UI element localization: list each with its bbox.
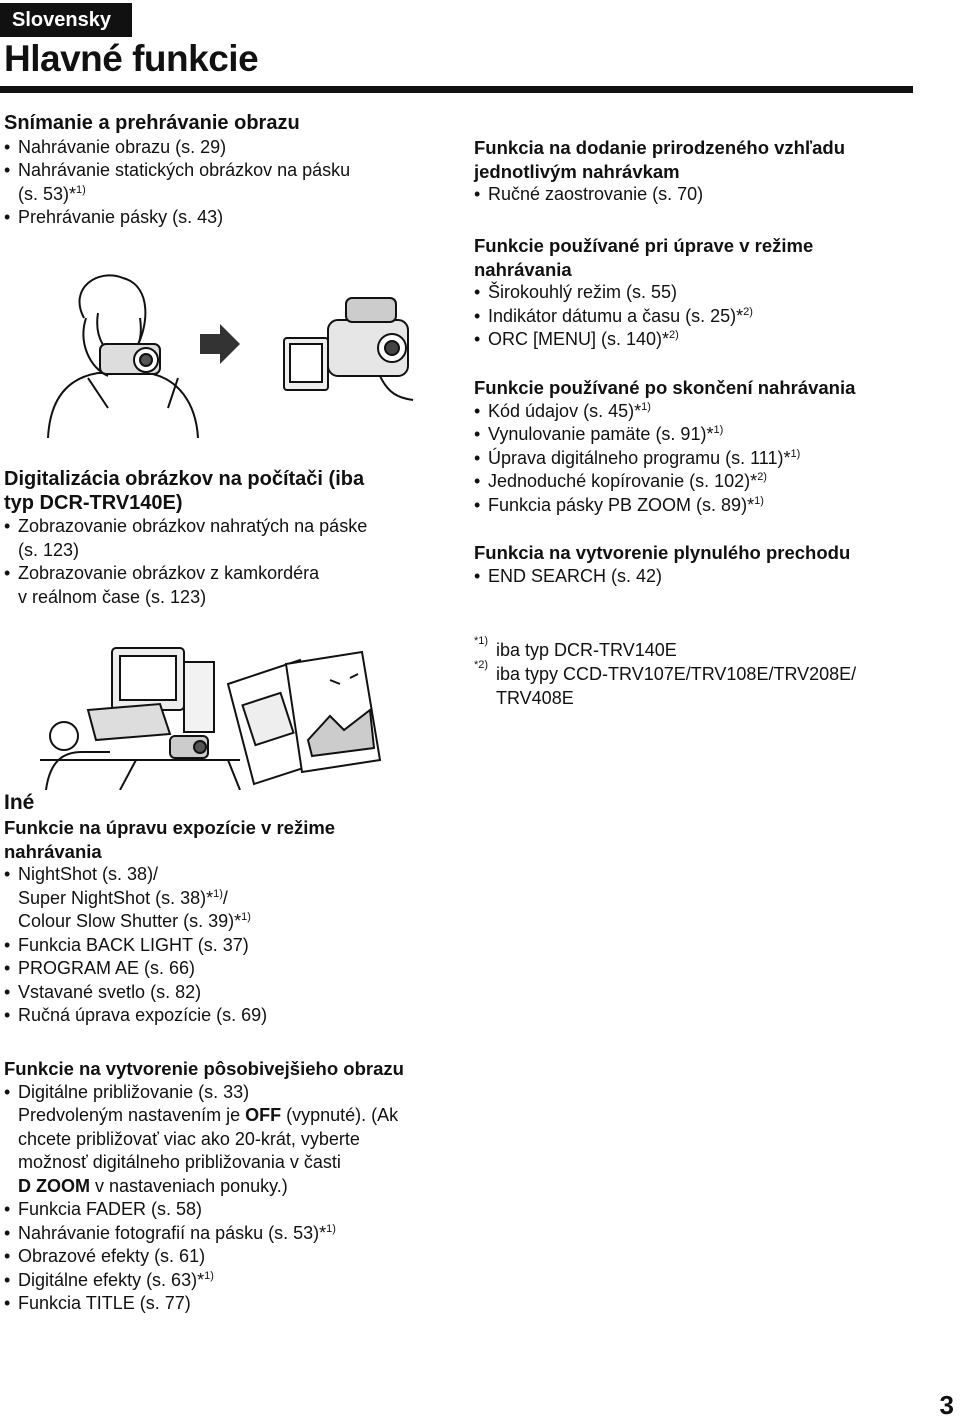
list-item-continuation: možnosť digitálneho približovania v časti <box>18 1152 341 1172</box>
list-item-continuation: (s. 123) <box>18 539 80 560</box>
list-item: • Digitálne efekty (s. 63)*$^{1)}$ <box>4 1269 214 1290</box>
computer-illustration <box>40 640 392 790</box>
footnote: *2) iba typy CCD-TRV107E/TRV108E/TRV208E/ TRV408E <box>474 659 857 708</box>
list-item: • Kód údajov (s. 45)*$^{1)}$ <box>474 400 651 421</box>
list-item: • END SEARCH (s. 42) <box>474 565 663 586</box>
section-heading: Digitalizácia obrázkov na počítači (iba <box>4 468 365 490</box>
section-other <box>4 790 464 1028</box>
section-heading: Funkcie používané po skončení nahrávania <box>474 377 856 398</box>
list-item-continuation: Super NightShot (s. 38)*$^{1)}$/ <box>18 887 228 908</box>
list-item-continuation: Predvoleným nastavením je OFF (vypnuté). (Ak <box>18 1105 399 1125</box>
list-item: • Vstavané svetlo (s. 82) <box>4 981 202 1002</box>
section-smooth-transition <box>474 541 944 588</box>
section-title: Iné <box>4 791 35 814</box>
list-item: • ORC [MENU] (s. 140)*$^{2)}$ <box>474 329 679 349</box>
page-title: Hlavné funkcie <box>4 38 259 79</box>
list-item: • Funkcia FADER (s. 58) <box>4 1199 203 1219</box>
section-heading: typ DCR-TRV140E) <box>4 491 183 514</box>
list-item: • Širokouhlý režim (s. 55) <box>474 282 678 302</box>
section-heading: Funkcia na dodanie prirodzeného vzhľadu <box>474 137 846 158</box>
list-item: • Funkcia TITLE (s. 77) <box>4 1293 191 1313</box>
section-effects <box>4 1057 474 1316</box>
list-item: • Funkcia BACK LIGHT (s. 37) <box>4 934 249 955</box>
list-item: • Zobrazovanie obrázkov nahratých na páske <box>4 516 368 536</box>
language-tab: Slovensky <box>0 3 132 37</box>
list-item: • Digitálne približovanie (s. 33) <box>4 1081 250 1102</box>
list-item-continuation: chcete približovať viac ako 20-krát, vyberte <box>18 1128 360 1149</box>
section-natural <box>474 136 944 207</box>
list-item: • Vynulovanie pamäte (s. 91)*$^{1)}$ <box>474 424 724 444</box>
list-item-continuation: v reálnom čase (s. 123) <box>18 586 207 607</box>
section-heading: Funkcia na vytvorenie plynulého prechodu <box>474 542 851 563</box>
arrow-right-icon <box>200 324 240 364</box>
list-item: • Prehrávanie pásky (s. 43) <box>4 207 224 227</box>
list-item: • Úprava digitálneho programu (s. 111)*$^{1)}$ <box>474 447 801 468</box>
section-after-recording <box>474 376 944 517</box>
section-editing <box>474 234 944 352</box>
list-item: • Funkcia pásky PB ZOOM (s. 89)*$^{1)}$ <box>474 494 764 515</box>
list-item: • Zobrazovanie obrázkov z kamkordéra <box>4 563 320 583</box>
list-item: • Nahrávanie fotografií na pásku (s. 53)*$^{1)}$ <box>4 1222 336 1243</box>
list-item-continuation: Colour Slow Shutter (s. 39)*$^{1)}$ <box>18 911 251 931</box>
section-heading: Funkcie na úpravu expozície v režime <box>4 817 336 838</box>
list-item: • PROGRAM AE (s. 66) <box>4 958 196 978</box>
section-heading: jednotlivým nahrávkam <box>474 160 680 182</box>
section-heading: Snímanie a prehrávanie obrazu <box>4 112 300 134</box>
list-item: • Nahrávanie statických obrázkov na pásku <box>4 160 351 180</box>
page-number: 3 <box>939 1390 954 1420</box>
section-digitizing <box>4 468 454 609</box>
section-recording <box>4 112 444 230</box>
list-item: • Nahrávanie obrazu (s. 29) <box>4 136 227 157</box>
list-item: • Ručná úprava expozície (s. 69) <box>4 1005 268 1025</box>
section-heading: nahrávania <box>474 258 572 280</box>
footnotes <box>474 635 857 710</box>
title-rule <box>0 86 913 93</box>
footnote: *1) iba typ DCR-TRV140E <box>474 635 677 660</box>
section-heading: nahrávania <box>4 840 102 862</box>
list-item-continuation: D ZOOM v nastaveniach ponuky.) <box>18 1175 288 1196</box>
camcorder-illustration <box>28 258 420 440</box>
section-heading: Funkcie na vytvorenie pôsobivejšieho obrazu <box>4 1058 404 1079</box>
list-item: • Ručné zaostrovanie (s. 70) <box>474 184 704 204</box>
list-item: • NightShot (s. 38)/ <box>4 864 159 884</box>
list-item-continuation: (s. 53)*$^{1)}$ <box>18 183 86 204</box>
list-item: • Indikátor dátumu a času (s. 25)*$^{2)}$ <box>474 305 753 326</box>
list-item: • Obrazové efekty (s. 61) <box>4 1246 206 1266</box>
section-heading: Funkcie používané pri úprave v režime <box>474 235 814 256</box>
list-item: • Jednoduché kopírovanie (s. 102)*$^{2)}$ <box>474 471 767 491</box>
